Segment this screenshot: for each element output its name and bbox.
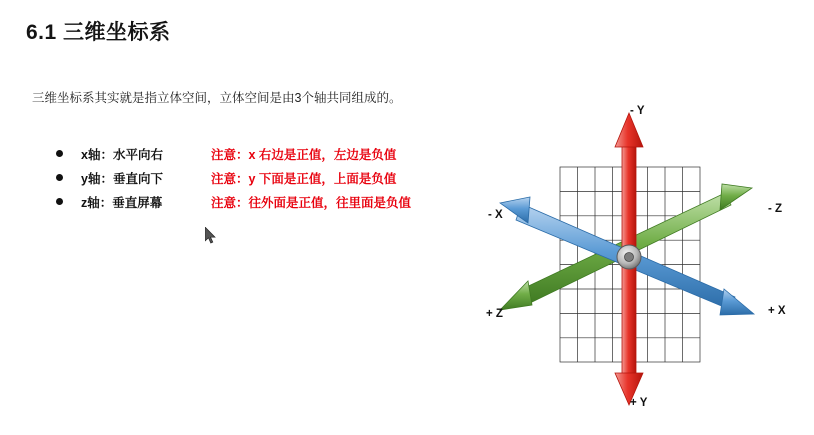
- bullet-label: z轴：垂直屏幕: [81, 196, 163, 210]
- bullet-label: y轴：垂直向下: [81, 172, 163, 186]
- bullet-list: [56, 145, 476, 217]
- coordinate-axes-svg: [470, 105, 800, 420]
- 3d-coordinate-system-diagram: [470, 105, 800, 420]
- intro-paragraph: 三维坐标系其实就是指立体空间，立体空间是由3个轴共同组成的。: [32, 91, 402, 105]
- list-item: [56, 169, 476, 193]
- origin-hub: [617, 245, 641, 269]
- bullet-note: 注意：x 右边是正值，左边是负值: [211, 148, 397, 162]
- bullet-dot-icon: [56, 150, 63, 157]
- bullet-dot-icon: [56, 174, 63, 181]
- axis-label-minus-z: - Z: [768, 203, 783, 215]
- axis-label-plus-y: + Y: [630, 397, 648, 409]
- list-item: [56, 193, 476, 217]
- axis-label-plus-z: + Z: [486, 308, 503, 320]
- axis-label-minus-y: - Y: [630, 105, 645, 117]
- bullet-dot-icon: [56, 198, 63, 205]
- axis-label-minus-x: - X: [488, 209, 503, 221]
- mouse-pointer-icon: [205, 227, 217, 245]
- list-item: [56, 145, 476, 169]
- bullet-note: 注意：y 下面是正值，上面是负值: [211, 172, 397, 186]
- page-title: 6.1 三维坐标系: [26, 21, 171, 44]
- bullet-note: 注意：往外面是正值，往里面是负值: [211, 196, 412, 210]
- axis-label-plus-x: + X: [768, 305, 786, 317]
- bullet-label: x轴：水平向右: [81, 148, 163, 162]
